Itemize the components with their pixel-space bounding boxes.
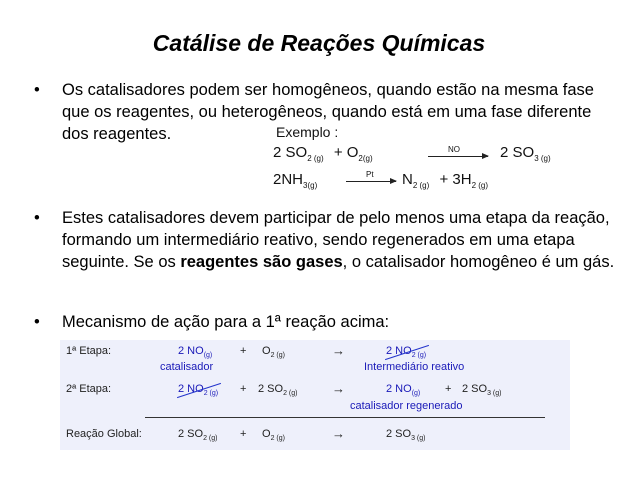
step2-plus-1: +	[240, 383, 247, 395]
eq2-catalyst-label: Pt	[366, 170, 374, 179]
global-arrow: →	[332, 426, 345, 441]
example-equation-2	[273, 171, 317, 190]
eq1-arrow	[428, 156, 488, 157]
step1-catalisador-label: catalisador	[160, 361, 214, 373]
global-product-so3: 2 $SO_{3 (g)}$	[386, 428, 426, 443]
bullet-marker: •	[34, 209, 40, 227]
step2-product-no: 2 $NO_{(g)}$	[386, 383, 421, 398]
eq2-products	[402, 171, 488, 190]
step2-reactant-so2: 2 $SO_{2 (g)}$	[258, 383, 298, 398]
step2-reactant-no2: 2 $NO_{2 (g)}$	[178, 383, 219, 398]
page-title: Catálise de Reações Químicas	[152, 30, 486, 56]
step1-reactant-o2: $O_{2 (g)}$	[262, 345, 285, 360]
eq1-catalyst-label: NO	[448, 145, 460, 154]
eq2-arrow	[346, 181, 396, 182]
step2-product-so3: 2 $SO_{3 (g)}$	[462, 383, 502, 398]
step1-intermediario-label: Intermediário reativo	[364, 361, 465, 373]
step1-arrow: →	[332, 343, 345, 358]
eq1-product-so3: 2 $SO_{3 (g)}$	[500, 144, 551, 163]
bullet-text: Mecanismo de ação para a 1ª reação acima:	[62, 313, 390, 331]
step2-plus-2: +	[445, 383, 452, 395]
eq2-product-n2: $N_{2 (g)}$	[402, 171, 430, 190]
bullet-text: Os catalisadores podem ser homogêneos, quando estão na mesma fase que os reagentes, ou heterogêneos, quando está em uma fase diferente dos reagentes.	[62, 81, 594, 143]
global-divider	[145, 417, 545, 418]
step1-product-no2: 2 $NO_{2 (g)}$	[386, 345, 427, 360]
step1-plus: +	[240, 345, 247, 357]
example-label: Exemplo :	[276, 124, 339, 140]
step1-label: 1ª Etapa:	[66, 345, 112, 357]
global-reactant-o2: $O_{2 (g)}$	[262, 428, 285, 443]
step2-label: 2ª Etapa:	[66, 383, 112, 395]
global-label: Reação Global:	[66, 428, 142, 440]
eq1-reactant-so2: 2 $SO_{2 (g)}$	[273, 144, 324, 163]
bullet-marker: •	[34, 313, 40, 331]
global-plus: +	[240, 428, 247, 440]
eq2-reactant-nh3: $2NH_{3(g)}$	[273, 171, 318, 190]
step2-regenerado-label: catalisador regenerado	[350, 400, 463, 412]
step1-reactant-no: 2 $NO_{(g)}$	[178, 345, 213, 360]
eq1-reactant-o2: + $O_{2(g)}$	[333, 144, 373, 163]
bold-reagentes-gases: reagentes são gases	[180, 253, 343, 271]
bullet-marker: •	[34, 81, 40, 99]
example-equation-1	[273, 144, 373, 163]
eq2-product-h2: + $3H_{2 (g)}$	[439, 171, 489, 190]
step2-arrow: →	[332, 381, 345, 396]
global-reactant-so2: 2 $SO_{2 (g)}$	[178, 428, 218, 443]
bullet-text: Estes catalisadores devem participar de pelo menos uma etapa da reação, formando um intermediário reativo, sendo regenerados em uma etapa seguinte. Se os reagentes são gases, o catalisador homogêneo é um gás.	[62, 209, 615, 271]
